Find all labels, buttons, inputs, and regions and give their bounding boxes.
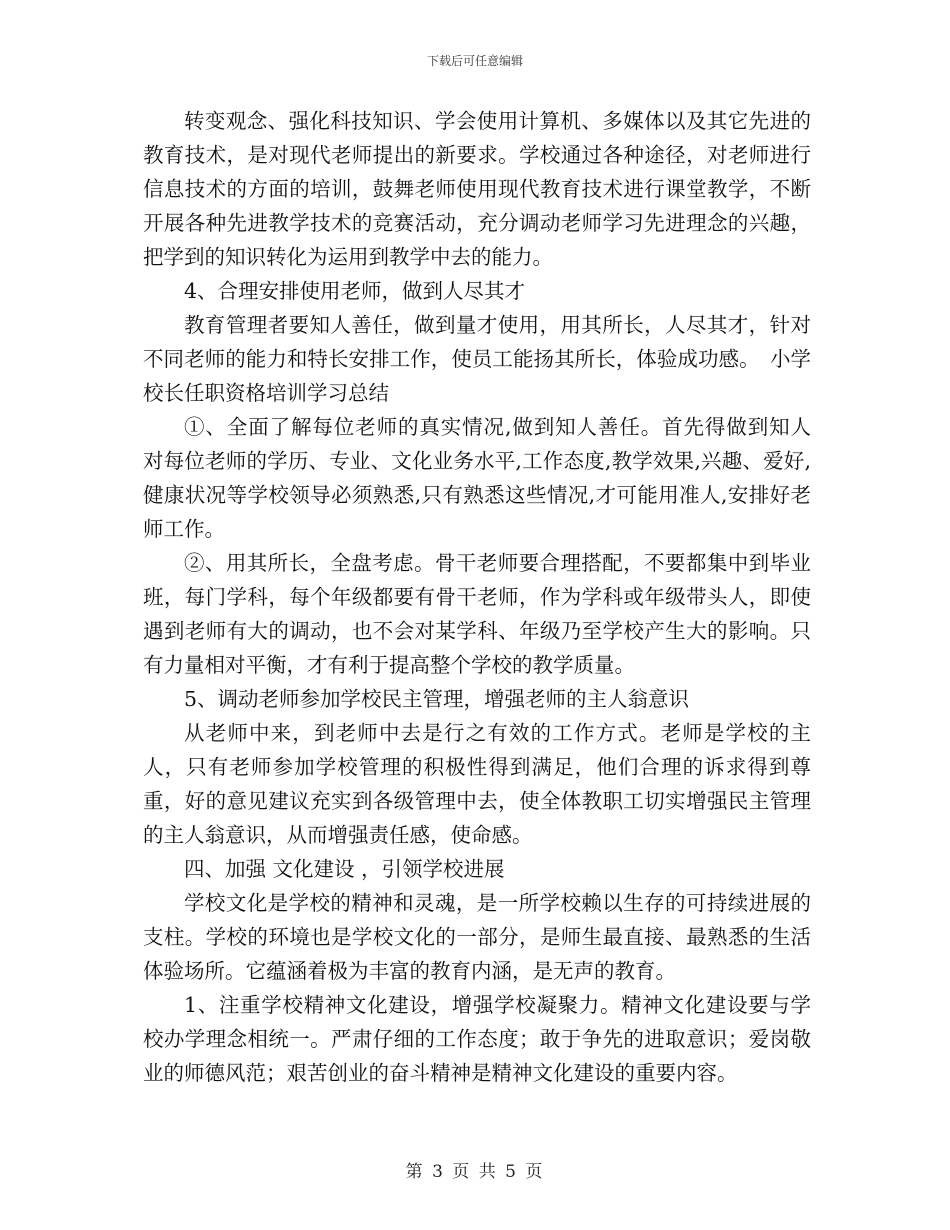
paragraph-4: ②、用其所长，全盘考虑。骨干老师要合理搭配，不要都集中到毕业班，每门学科，每个年级都要有骨干老师，作为学科或年级带头人，即使遇到老师有大的调动，也不会对某学科、年级乃至学校产生大的影响。只有力量相对平衡，才有利于提高整个学校的教学质量。 [143, 551, 811, 677]
paragraph-1: 转变观念、强化科技知识、学会使用计算机、多媒体以及其它先进的教育技术，是对现代老师提出的新要求。学校通过各种途径，对老师进行信息技术的方面的培训，鼓舞老师使用现代教育技术进行课堂教学，不断开展各种先进教学技术的竞赛活动，充分调动老师学习先进理念的兴趣，把学到的知识转化为运用到教学中去的能力。 [143, 109, 811, 269]
paragraph-2: 教育管理者要知人善任，做到量才使用，用其所长，人尽其才，针对不同老师的能力和特长安排工作，使员工能扬其所长，体验成功感。 小学校长任职资格培训学习总结 [143, 313, 811, 405]
paragraph-3: ①、全面了解每位老师的真实情况,做到知人善任。首先得做到知人 对每位老师的学历、专业、文化业务水平,工作态度,教学效果,兴趣、爱好,健康状况等学校领导必须熟悉,只有熟悉这些情况,才可能用准人,安排好老师工作。 [143, 415, 811, 541]
heading-5: 5、调动老师参加学校民主管理，增强老师的主人翁意识 [184, 687, 690, 711]
paragraph-5: 从老师中来，到老师中去是行之有效的工作方式。老师是学校的主人，只有老师参加学校管理的积极性得到满足，他们合理的诉求得到尊重，好的意见建议充实到各级管理中去，使全体教职工切实增强民主管理的主人翁意识，从而增强责任感，使命感。 [143, 721, 811, 847]
heading-4: 4、合理安排使用老师，做到人尽其才 [184, 279, 526, 303]
section-heading-4: 四、加强 文化建设 ，引领学校进展 [184, 857, 505, 881]
page-number: 第 3 页 共 5 页 [405, 1162, 545, 1182]
page-header: 下载后可任意编辑 [426, 54, 523, 68]
paragraph-6: 学校文化是学校的精神和灵魂，是一所学校赖以生存的可持续进展的支柱。学校的环境也是学校文化的一部分，是师生最直接、最熟悉的生活体验场所。它蕴涵着极为丰富的教育内涵，是无声的教育。 [143, 891, 811, 983]
document-body [143, 104, 811, 1090]
paragraph-7: 1、注重学校精神文化建设，增强学校凝聚力。精神文化建设要与学校办学理念相统一。严肃仔细的工作态度；敢于争先的进取意识；爱岗敬业的师德风范；艰苦创业的奋斗精神是精神文化建设的重要内容。 [143, 993, 811, 1085]
